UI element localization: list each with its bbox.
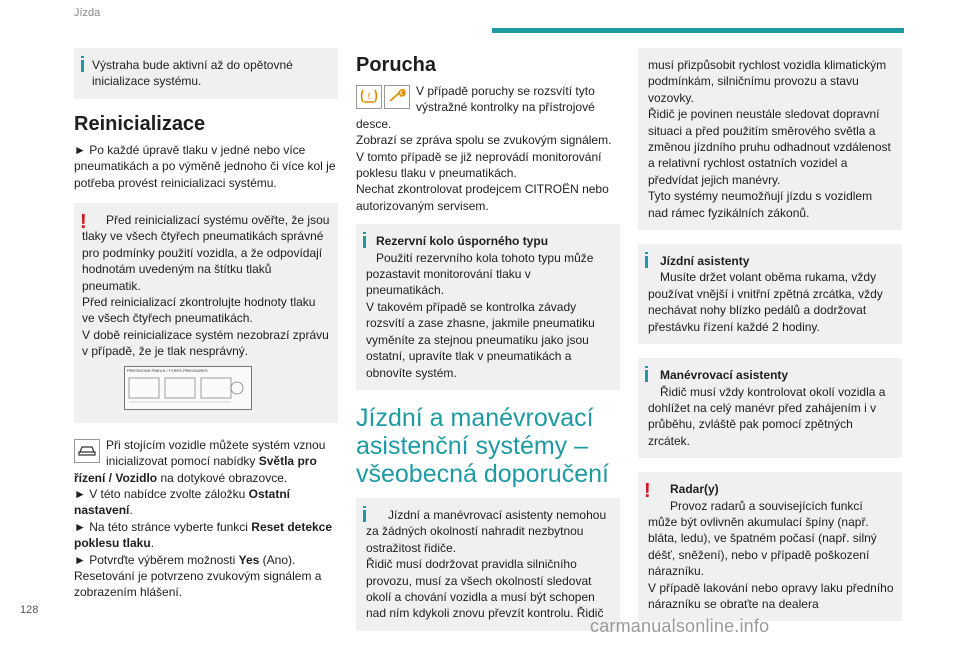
steps-para-2: ► V této nabídce zvolte záložku Ostatní nastavení.	[74, 486, 290, 518]
warning-icon: !	[80, 211, 87, 234]
info-note	[74, 48, 338, 99]
fault-block	[356, 83, 620, 214]
watermark-text: carmanualsonline.info	[590, 616, 770, 636]
steps-para-3: ► Na této stránce vyberte funkci Reset detekce poklesu tlaku.	[74, 519, 333, 551]
tyre-warning-icon	[356, 85, 382, 109]
svg-text:!: !	[367, 92, 371, 101]
steps-para-4: ► Potvrďte výběrem možnosti Yes (Ano).	[74, 552, 296, 567]
info-note-text: Výstraha bude aktivní až do opětovné inicializace systému.	[92, 58, 293, 89]
warning-note	[74, 203, 338, 423]
adas-continued-note	[638, 48, 902, 230]
running-head: Jízda	[74, 7, 101, 19]
page-number: 128	[20, 604, 39, 616]
column-middle	[356, 48, 620, 645]
radar-title: Radar(y)	[670, 482, 719, 497]
spare-note-title: Rezervní kolo úsporného typu	[376, 234, 549, 249]
adas-continued-text: musí přizpůsobit rychlost vozidla klimatickým podmínkám, silničnímu provozu a stavu vozovky. Řidič je povinen neustále sledovat dopravní situaci a před použitím směrového světla a změnou jízdního pruhu odhadnout vzdálenost a relativní rychlost ostatních vozidel a předvídat jejich manévry. Tyto systémy neumožňují jízdu s vozidlem nad rámec fyzikálních zákonů.	[648, 58, 891, 220]
driving-assist-text: Musíte držet volant oběma rukama, vždy používat vnější i vnitřní zpětná zrcátka, vždy nechávat nohy blízko pedálů a dodržovat přestávku řízení každé 2 hodiny.	[648, 270, 883, 334]
manoeuvre-assist-text: Řidič musí vždy kontrolovat okolí vozidla a dohlížet na celý manévr před zahájením i v průběhu, zvláště pak pomocí zpětných zrcátek.	[648, 384, 886, 448]
steps-block	[74, 437, 338, 601]
vehicle-menu-icon	[74, 439, 100, 463]
label-caption: PRESSIONS PNEUS / TYRES PRESSURES	[127, 367, 208, 373]
radar-warning-note	[638, 472, 902, 621]
service-wrench-icon	[384, 85, 410, 109]
driving-assist-note	[638, 244, 902, 344]
fault-text-1: V případě poruchy se rozsvítí tyto výstražné kontrolky na přístrojové desce.	[356, 84, 595, 131]
warning-icon: !	[644, 480, 651, 503]
info-icon	[81, 60, 84, 72]
info-icon	[363, 510, 366, 522]
warning-text: Před reinicializací systému ověřte, že jsou tlaky ve všech čtyřech pneumatikách správné pro podmínky použití vozidla, a že odpovídají hodnotám uvedeným na štítku tlaků pneumatik. Před reinicializací zkontrolujte hodnoty tlaku ve všech čtyřech pneumatikách. V době reinicializace systém nezobrazí zprávu v případě, že je tlak nesprávný.	[82, 213, 330, 359]
info-icon	[363, 236, 366, 248]
radar-text: Provoz radarů a souvisejících funkcí může být ovlivněn akumulací špíny (např. bláta, ledu), ve špatném počasí (např. silný déšť, sněžení), nebo v případě poškození nárazníku. V případě lakování nebo opravy laku předního nárazníku se obraťte na dealera	[648, 498, 894, 611]
manoeuvre-assist-note	[638, 358, 902, 458]
column-left	[74, 48, 338, 601]
header-accent-bar	[492, 28, 904, 33]
manoeuvre-assist-title: Manévrovací asistenty	[660, 368, 789, 383]
driving-assist-title: Jízdní asistenty	[660, 254, 750, 269]
fault-text-3: V tomto případě se již neprovádí monitorování poklesu tlaku v pneumatikách.	[356, 149, 602, 181]
info-icon	[645, 256, 648, 268]
fault-text-4: Nechat zkontrolovat prodejcem CITROËN nebo autorizovaným servisem.	[356, 182, 609, 213]
steps-para-1: Při stojícím vozidle můžete systém vznou inicializovat pomocí nabídky Světla pro řízení / Vozidlo na dotykové obrazovce.	[74, 437, 326, 485]
spare-note-text: Použití rezervního kola tohoto typu může pozastavit monitorování tlaku v pneumatikách. V takovém případě se kontrolka závady rozsvítí a zase zhasne, jakmile pneumatiku vyměníte za stejnou pneumatiku jako jsou ostatní, upravíte tlak v pneumatikách a obnovíte systém.	[366, 250, 595, 380]
info-icon	[645, 370, 648, 382]
label-drawing	[125, 374, 251, 408]
adas-note-text: Jízdní a manévrovací asistenty nemohou za žádných okolností nahradit nezbytnou ostražitost řidiče. Řidič musí dodržovat pravidla silničního provozu, musí za všech okolností sledovat okolí a chování vozidla a musí být schopen nad ním kdykoli znovu převzít kontrolu. Řidič	[366, 507, 607, 621]
fault-text-2: Zobrazí se zpráva spolu se zvukovým signálem.	[356, 133, 612, 148]
steps-para-5: Resetování je potvrzeno zvukovým signálem a zobrazením hlášení.	[74, 568, 322, 600]
section-title-adas: Jízdní a manévrovací asistenční systémy – všeobecná doporučení	[356, 403, 609, 488]
column-right	[638, 48, 902, 635]
tyre-pressure-label-image	[124, 366, 252, 410]
section-title-fault: Porucha	[356, 54, 437, 76]
adas-note	[356, 498, 620, 631]
section-title-reinit: Reinicializace	[74, 112, 206, 135]
reinit-text: ► Po každé úpravě tlaku v jedné nebo více pneumatikách a po výměně jednoho či více kol je potřeba provést reinicializaci systému.	[74, 142, 336, 190]
spare-wheel-note	[356, 224, 620, 390]
